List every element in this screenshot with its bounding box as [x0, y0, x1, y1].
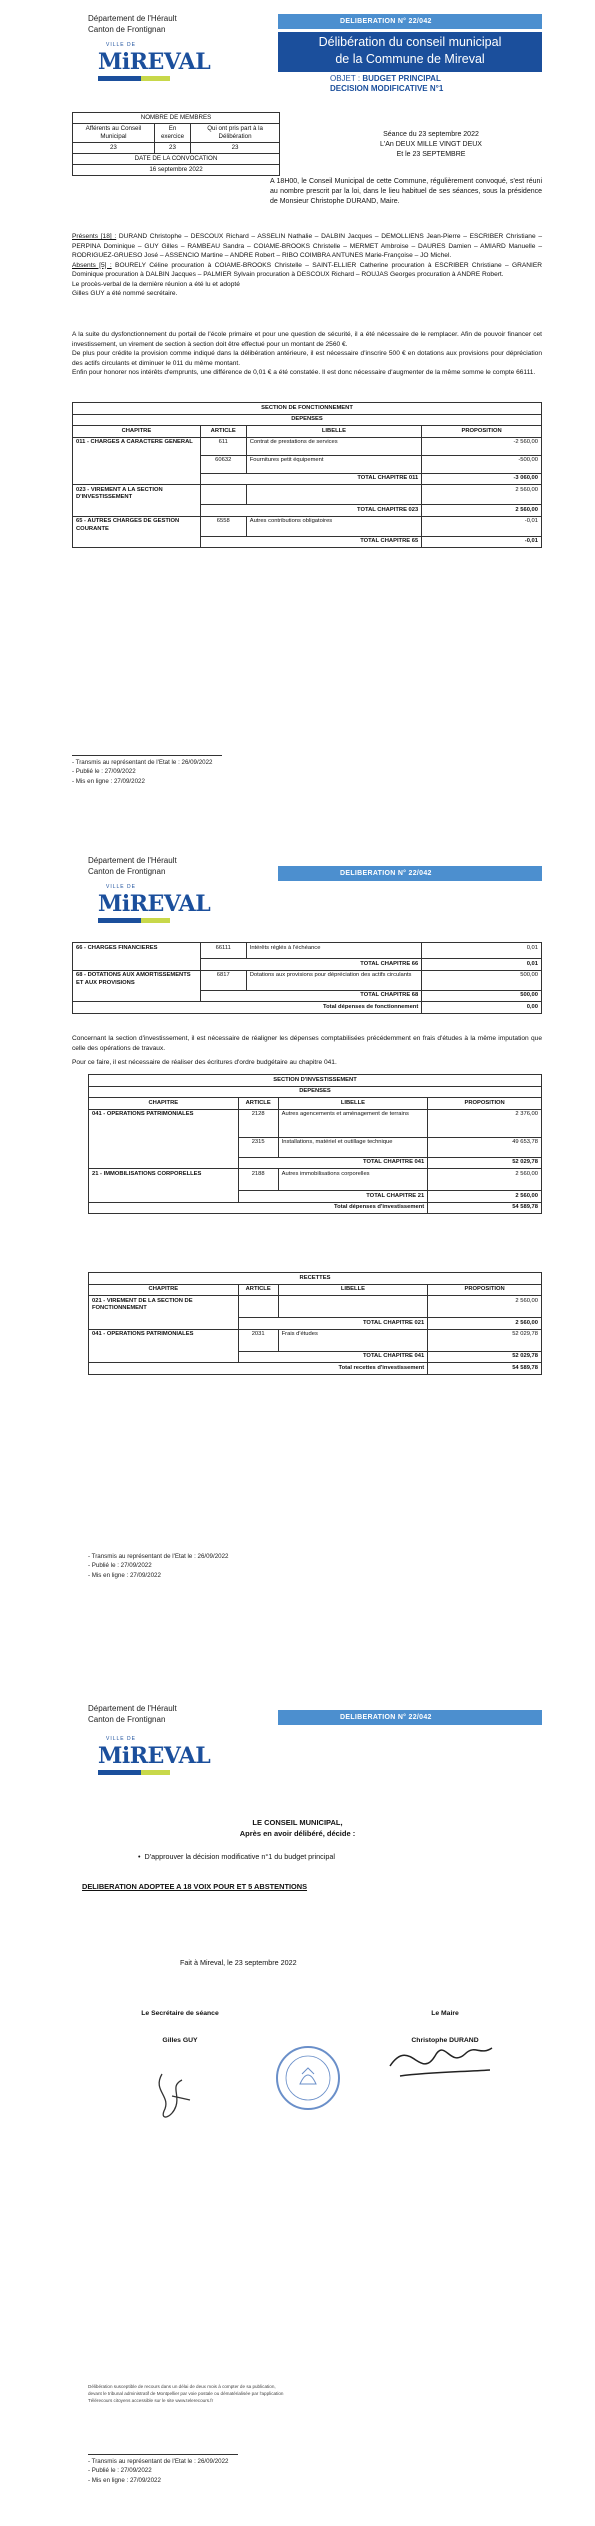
article-cell: 2128 [238, 1109, 278, 1137]
chapitre-cell: 041 - OPERATIONS PATRIMONIALES [89, 1109, 239, 1169]
seance-block [356, 130, 506, 159]
paragraph: Enfin pour honorer nos intérêts d'emprunts, une différence de 0,01 € a été constatée. Il est donc nécessaire d'augmenter de la même somme le compte 66111. [72, 369, 536, 377]
col-header-chapitre: CHAPITRE [89, 1284, 239, 1296]
membres-col-afferents: Afférents au Conseil Municipal [73, 124, 155, 143]
secretary-block [120, 2010, 240, 2046]
seance-line: Séance du 23 septembre 2022 [383, 131, 479, 138]
department-block [88, 1704, 177, 1726]
logo-top-text: VILLE DE [106, 884, 136, 890]
logo-top-text: VILLE DE [106, 1736, 136, 1742]
article-cell: 6558 [200, 516, 246, 536]
paragraph: De plus pour crédite la provision comme indiqué dans la délibération antérieure, il est nécessaire d'inscrire 500 € en dotations aux provisions pour dépréciation des actifs circulants et diminuer le 011 du même montant. [72, 350, 542, 367]
footer-line: - Mis en ligne : 27/09/2022 [88, 2476, 161, 2484]
col-header-libelle: LIBELLE [278, 1098, 428, 1110]
footer-line: - Transmis au représentant de l'Etat le : 26/09/2022 [88, 1553, 229, 1560]
fonctionnement-table-part2 [72, 942, 542, 1014]
proposition-cell: 2 376,00 [428, 1109, 542, 1137]
article-cell: 66111 [200, 943, 246, 959]
footer-line: - Mis en ligne : 27/09/2022 [72, 777, 145, 785]
investissement-depenses-table [88, 1074, 542, 1214]
chapitre-cell: 041 - OPERATIONS PATRIMONIALES [89, 1329, 239, 1363]
grand-total-label: Total recettes d'investissement [89, 1363, 428, 1375]
paragraph: Pour ce faire, il est nécessaire de réaliser des écritures d'ordre budgétaire au chapitre 041. [72, 1059, 337, 1067]
footer-line: - Transmis au représentant de l'Etat le : 26/09/2022 [88, 2458, 229, 2465]
total-label: TOTAL CHAPITRE 21 [238, 1191, 428, 1203]
page-1 [0, 0, 595, 842]
membres-value: 23 [191, 143, 280, 154]
col-header-proposition: PROPOSITION [428, 1098, 542, 1110]
pv-text: Le procès-verbal de la dernière réunion a été lu et adopté [72, 280, 240, 288]
proposition-cell: -0,01 [422, 516, 542, 536]
section-title: SECTION D'INVESTISSEMENT [89, 1075, 542, 1087]
proposition-cell: 2 560,00 [428, 1169, 542, 1191]
adoption-result: DELIBERATION ADOPTEE A 18 VOIX POUR ET 5 ABSTENTIONS [82, 1882, 308, 1891]
total-label: TOTAL CHAPITRE 65 [200, 536, 421, 548]
col-header-libelle: LIBELLE [278, 1284, 428, 1296]
department-block [88, 14, 177, 36]
explanation-block [72, 330, 542, 378]
col-header-proposition: PROPOSITION [428, 1284, 542, 1296]
bullet-icon: • [138, 1852, 145, 1861]
dept-line: Département de l'Hérault [88, 14, 177, 23]
total-label: TOTAL CHAPITRE 021 [238, 1318, 428, 1330]
secretary-signature [142, 2066, 202, 2126]
membres-title: NOMBRE DE MEMBRES [73, 113, 280, 124]
department-block [88, 856, 177, 878]
page-2 [0, 842, 595, 1684]
title-box [278, 32, 542, 72]
article-cell: 2315 [238, 1137, 278, 1157]
membres-col-exercice: En exercice [154, 124, 190, 143]
grand-total-value: 54 589,78 [428, 1363, 542, 1375]
proposition-cell: 2 560,00 [428, 1296, 542, 1318]
grand-total-value: 54 589,78 [428, 1202, 542, 1214]
chapitre-cell: 68 - DOTATIONS AUX AMORTISSEMENTS ET AUX PROVISIONS [73, 970, 201, 1002]
libelle-cell: Autres immobilisations corporelles [278, 1169, 428, 1191]
absents-label: Absents [5] : [72, 261, 112, 269]
proposition-cell: 0,01 [422, 943, 542, 959]
secretaire-text: Gilles GUY a été nommé secrétaire. [72, 290, 178, 298]
col-header-article: ARTICLE [238, 1098, 278, 1110]
attendance-block [72, 232, 542, 299]
article-cell: 611 [200, 437, 246, 455]
total-value: 2 560,00 [428, 1318, 542, 1330]
footer-line: - Publié le : 27/09/2022 [88, 2467, 152, 2475]
investment-explanation [72, 1034, 542, 1068]
grand-total-label: Total dépenses de fonctionnement [73, 1002, 422, 1014]
title-line-1: Délibération du conseil municipal [318, 35, 502, 49]
total-value: 52 029,78 [428, 1157, 542, 1169]
decision-bullet [138, 1852, 335, 1861]
footer-line: - Publié le : 27/09/2022 [72, 768, 136, 776]
libelle-cell: Autres contributions obligatoires [246, 516, 422, 536]
canton-line: Canton de Frontignan [88, 866, 166, 876]
col-header-libelle: LIBELLE [246, 426, 422, 438]
mairie-seal [276, 2046, 340, 2110]
libelle-cell: Autres agencements et aménagement de terrains [278, 1109, 428, 1137]
proposition-cell: -2 560,00 [422, 437, 542, 455]
logo-bar [98, 76, 170, 81]
canton-line: Canton de Frontignan [88, 1714, 166, 1724]
chapitre-cell: 21 - IMMOBILISATIONS CORPORELLES [89, 1169, 239, 1203]
proposition-cell: 2 560,00 [422, 485, 542, 505]
chapitre-cell: 011 - CHARGES A CARACTERE GENERAL [73, 437, 201, 485]
logo-bar [98, 1770, 170, 1775]
canton-line: Canton de Frontignan [88, 24, 166, 34]
total-label: TOTAL CHAPITRE 041 [238, 1351, 428, 1363]
total-label: TOTAL CHAPITRE 011 [200, 473, 421, 485]
mayor-signature [380, 2026, 500, 2086]
mireval-logo [86, 42, 211, 92]
transmission-footer [88, 2454, 238, 2485]
legal-notice: Délibération susceptible de recours dans un délai de deux mois à compter de sa publication, devant le tribunal administratif de Montpellier par voie postale ou dématérialisée par l'application Télérecours citoyens accessible sur le site www.telerecours.fr [88, 2384, 284, 2403]
page-3 [0, 1684, 595, 2526]
presents-label: Présents [18] : [72, 233, 117, 240]
libelle-cell: Installations, matériel et outillage technique [278, 1137, 428, 1157]
libelle-cell: Fournitures petit équipement [246, 455, 422, 473]
proposition-cell: 52 029,78 [428, 1329, 542, 1351]
article-cell: 60632 [200, 455, 246, 473]
transmission-footer [88, 1552, 228, 1580]
logo-name: MiREVAL [98, 49, 211, 75]
objet-line-2: DECISION MODIFICATIVE N°1 [330, 84, 444, 94]
footer-line: - Publié le : 27/09/2022 [88, 1562, 152, 1570]
col-header-article: ARTICLE [238, 1284, 278, 1296]
decide-line: Après en avoir délibéré, décide : [239, 1828, 356, 1838]
grand-total-label: Total dépenses d'investissement [89, 1202, 428, 1214]
col-header-chapitre: CHAPITRE [73, 426, 201, 438]
chapitre-cell: 023 - VIREMENT A LA SECTION D'INVESTISSEMENT [73, 485, 201, 517]
proposition-cell: 49 653,78 [428, 1137, 542, 1157]
seal-emblem-icon [278, 2048, 338, 2108]
convocation-title: DATE DE LA CONVOCATION [73, 154, 280, 165]
secretary-name: Gilles GUY [162, 2036, 198, 2044]
membres-value: 23 [73, 143, 155, 154]
col-header-article: ARTICLE [200, 426, 246, 438]
total-value: 2 560,00 [422, 505, 542, 517]
total-value: -3 060,00 [422, 473, 542, 485]
total-value: -0,01 [422, 536, 542, 548]
objet-block [330, 74, 443, 95]
delib-ref-bar: DELIBERATION N° 22/042 [278, 866, 542, 881]
footer-line: - Mis en ligne : 27/09/2022 [88, 1571, 161, 1579]
total-label: TOTAL CHAPITRE 023 [200, 505, 421, 517]
col-header-proposition: PROPOSITION [422, 426, 542, 438]
col-header-chapitre: CHAPITRE [89, 1098, 239, 1110]
decision-text: D'approuver la décision modificative n°1 du budget principal [144, 1852, 335, 1861]
recettes-title: RECETTES [89, 1273, 542, 1285]
proposition-cell: -500,00 [422, 455, 542, 473]
mireval-logo [86, 1736, 211, 1786]
libelle-cell: Frais d'études [278, 1329, 428, 1351]
convocation-date: 16 septembre 2022 [73, 165, 280, 176]
convocation-text: A 18H00, le Conseil Municipal de cette Commune, régulièrement convoqué, s'est réuni au nombre prescrit par la loi, dans le lieu habituel de ses séances, sous la présidence de Monsieur Christophe DURAND, Maire. [270, 178, 542, 206]
article-cell: 2031 [238, 1329, 278, 1351]
membres-col-part: Qui ont pris part à la Délibération [191, 124, 280, 143]
conseil-heading: LE CONSEIL MUNICIPAL, [252, 1818, 343, 1827]
fonctionnement-table-part1 [72, 402, 542, 548]
chapitre-cell: 021 - VIREMENT DE LA SECTION DE FONCTIONNEMENT [89, 1296, 239, 1330]
logo-top-text: VILLE DE [106, 42, 136, 48]
section-title: SECTION DE FONCTIONNEMENT [73, 403, 542, 415]
membres-value: 23 [154, 143, 190, 154]
depenses-title: DEPENSES [89, 1086, 542, 1098]
total-value: 500,00 [422, 990, 542, 1002]
mayor-title: Le Maire [431, 2010, 459, 2017]
delib-ref-bar: DELIBERATION N° 22/042 [278, 1710, 542, 1725]
title-line-2: de la Commune de Mireval [335, 51, 485, 66]
membres-table [72, 112, 280, 176]
paragraph: Concernant la section d'investissement, il est nécessaire de réaligner les dépenses comptabilisées précédemment en frais d'études à la même imputation que celle des opérations de travaux. [72, 1035, 542, 1052]
dept-line: Département de l'Hérault [88, 1704, 177, 1713]
paragraph: A la suite du dysfonctionnement du portail de l'école primaire et pour une question de sécurité, il a été nécessaire de le remplacer. Afin de pouvoir financer cet investissement, un virement de section à section doit être effectué pour un montant de 2560 €. [72, 331, 542, 348]
article-cell: 6817 [200, 970, 246, 990]
presents-text: DURAND Christophe – DESCOUX Richard – ASSELIN Nathalie – DALBIN Jacques – DEMOLLIENS Jean-Pierre – ESCRIBER Christiane – PERPINA Dominique – GUY Gilles – RAMBEAU Sandra – COIAME-BROOKS Christelle – MERMET Ambroise – DAURES Damien – AMIARD Manuelle – RODRIGUEZ-GRUESO José – ASSENCIO Martine – ANDRE Robert – RIBO COIMBRA ANTUNES Marie-Françoise – JO Michel. [72, 233, 542, 260]
logo-name: MiREVAL [98, 1743, 211, 1769]
total-label: TOTAL CHAPITRE 041 [238, 1157, 428, 1169]
libelle-cell: Contrat de prestations de services [246, 437, 422, 455]
dept-line: Département de l'Hérault [88, 856, 177, 865]
libelle-cell: Dotations aux provisions pour dépréciation des actifs circulants [246, 970, 422, 990]
footer-line: - Transmis au représentant de l'Etat le : 26/09/2022 [72, 759, 213, 766]
total-label: TOTAL CHAPITRE 66 [200, 959, 421, 971]
total-value: 2 560,00 [428, 1191, 542, 1203]
objet-line-1: BUDGET PRINCIPAL [362, 74, 441, 83]
article-cell: 2188 [238, 1169, 278, 1191]
secretary-title: Le Secrétaire de séance [141, 2010, 219, 2017]
grand-total-value: 0,00 [422, 1002, 542, 1014]
depenses-title: DEPENSES [73, 414, 542, 426]
total-value: 52 029,78 [428, 1351, 542, 1363]
total-value: 0,01 [422, 959, 542, 971]
chapitre-cell: 66 - CHARGES FINANCIERES [73, 943, 201, 971]
proposition-cell: 500,00 [422, 970, 542, 990]
investissement-recettes-table [88, 1272, 542, 1375]
seance-line: Et le 23 SEPTEMBRE [396, 150, 466, 158]
logo-bar [98, 918, 170, 923]
objet-label: OBJET : [330, 74, 361, 83]
mireval-logo [86, 884, 211, 934]
transmission-footer [72, 755, 222, 786]
total-label: TOTAL CHAPITRE 68 [200, 990, 421, 1002]
logo-name: MiREVAL [98, 891, 211, 917]
delib-ref-bar: DELIBERATION N° 22/042 [278, 14, 542, 29]
libelle-cell: Intérêts réglés à l'échéance [246, 943, 422, 959]
mayor-name: Christophe DURAND [411, 2036, 479, 2044]
seance-line: L'An DEUX MILLE VINGT DEUX [380, 140, 482, 148]
decision-heading [0, 1818, 595, 1840]
absents-text: BOURELY Céline procuration à COIAME-BROOKS Christelle – SAINT-ELLIER Catherine procuration à ESCRIBER Christiane – GRANIER Dominique procuration à DALBIN Jacques – PALMIER Sylvain procuration à DESCOUX Richard – ROUJAS Georges procuration à ANDRE Robert. [72, 261, 543, 279]
chapitre-cell: 65 - AUTRES CHARGES DE GESTION COURANTE [73, 516, 201, 548]
fait-line: Fait à Mireval, le 23 septembre 2022 [180, 1958, 297, 1967]
